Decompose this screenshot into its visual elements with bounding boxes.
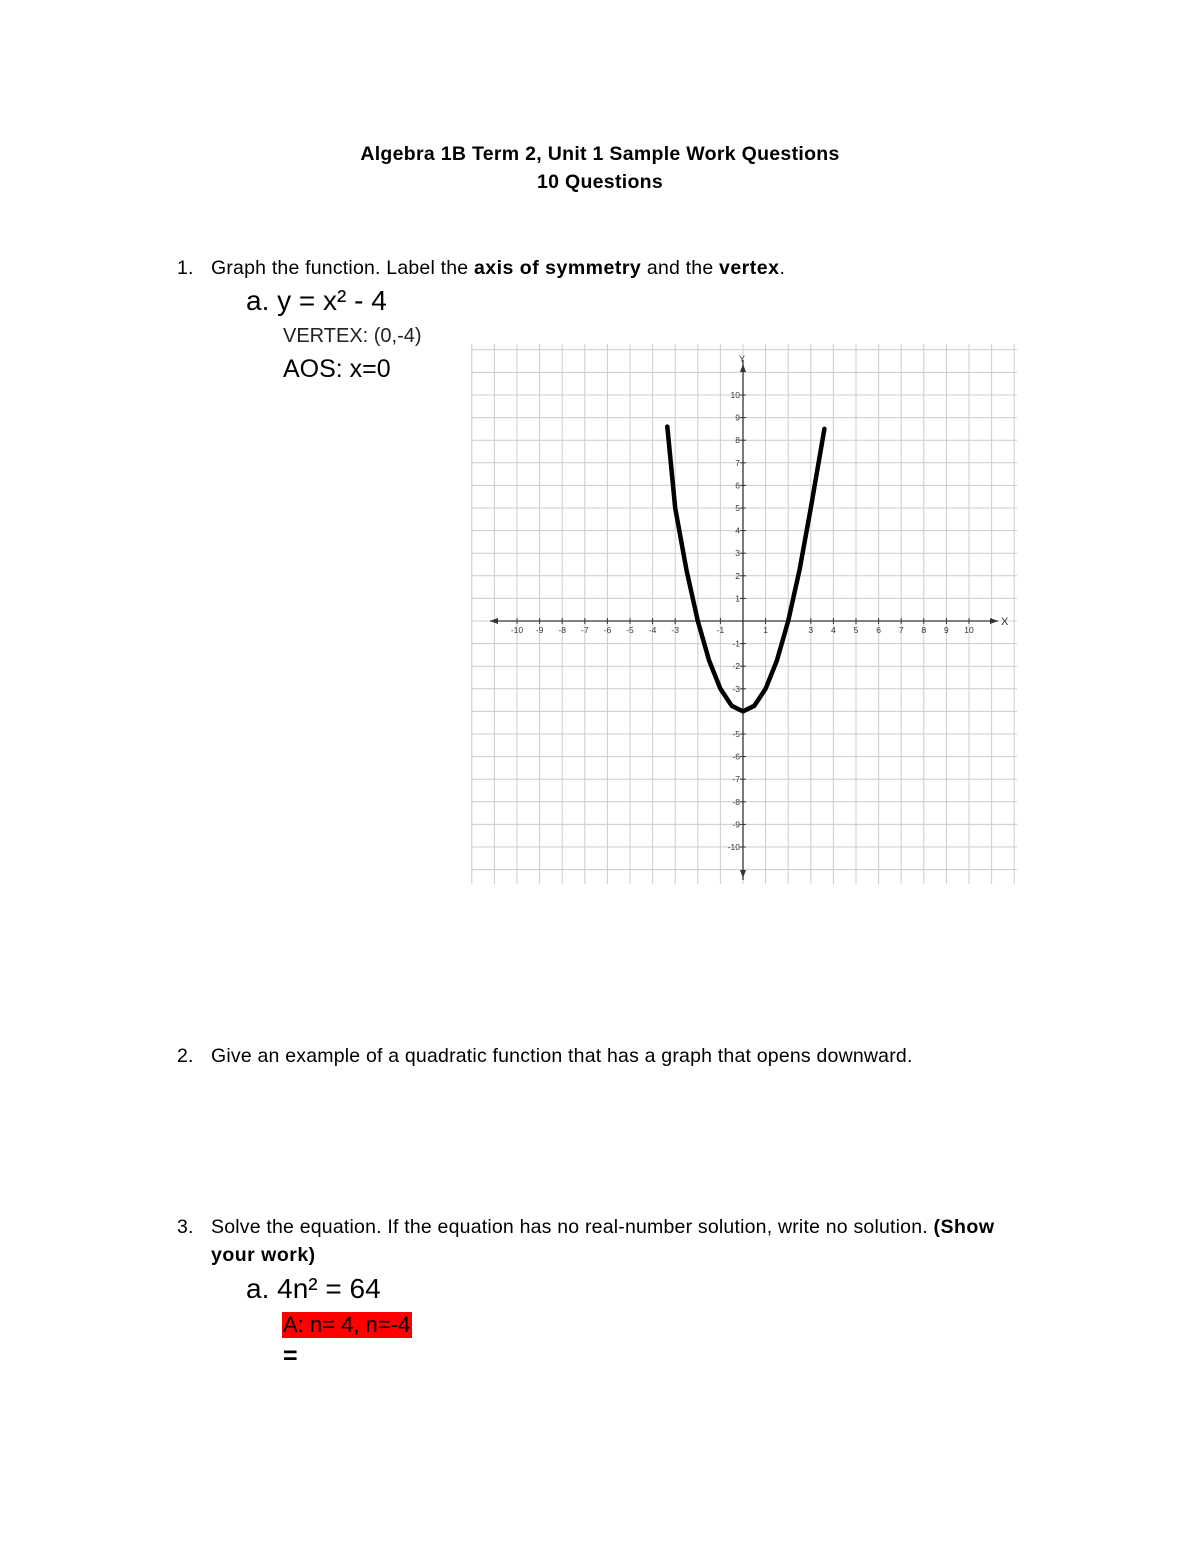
x-axis-label: X: [1001, 616, 1009, 628]
graph-tick-labels: [511, 354, 1009, 852]
q3-answer: A: n= 4, n=-4: [283, 1312, 411, 1337]
y-tick-label: 7: [735, 457, 740, 468]
q1-part-label: a.: [246, 285, 270, 316]
x-tick-label: 1: [763, 625, 768, 635]
question-1-number: 1.: [177, 257, 194, 279]
q1-text-part: .: [779, 257, 786, 279]
x-tick-label: -10: [510, 625, 524, 635]
x-tick-label: -8: [558, 625, 566, 635]
x-tick-label: 3: [808, 625, 814, 635]
q3-answer-highlight: [282, 1311, 412, 1338]
x-axis-arrow-right: [990, 618, 998, 624]
y-tick-label: -9: [732, 819, 740, 830]
y-tick-label: -3: [732, 683, 740, 694]
x-tick-label: 6: [876, 625, 881, 635]
x-tick-label: -7: [581, 625, 589, 635]
q1-axis-of-symmetry: axis of symmetry: [473, 257, 642, 279]
document-subtitle: 10 Questions: [536, 171, 664, 193]
x-tick-label: -1: [716, 625, 725, 635]
y-tick-label: -1: [732, 638, 740, 649]
y-tick-label: 5: [735, 503, 740, 513]
y-tick-label: -8: [732, 796, 740, 807]
question-2-number: 2.: [177, 1045, 194, 1067]
y-tick-label: 8: [735, 435, 740, 446]
y-tick-label: -6: [732, 751, 740, 762]
x-tick-label: 8: [921, 625, 927, 635]
x-tick-label: -4: [648, 625, 657, 635]
x-tick-label: 9: [944, 625, 949, 635]
q3-text-part: Solve the equation. If the equation has no real-number solution, write no solution.: [211, 1216, 934, 1238]
x-tick-label: -5: [626, 625, 634, 635]
q3-trailing-equals: =: [283, 1342, 298, 1370]
x-tick-label: -3: [671, 625, 679, 635]
x-tick-label: 4: [831, 625, 836, 635]
y-axis-label: Y: [739, 354, 746, 364]
graph-grid: [472, 344, 1017, 884]
y-axis-arrow-up: [740, 364, 746, 372]
y-tick-label: -7: [732, 774, 740, 785]
y-tick-label: 10: [730, 390, 740, 400]
y-tick-label: 4: [735, 525, 740, 536]
y-axis-arrow-down: [740, 870, 746, 878]
q1-aos-note: AOS: x=0: [283, 355, 391, 383]
y-tick-label: 2: [735, 570, 740, 581]
x-tick-label: 10: [964, 625, 974, 635]
y-tick-label: 3: [735, 548, 740, 559]
q3-show-work: (Show: [933, 1216, 995, 1238]
question-3-text-continued: [211, 1244, 316, 1267]
y-tick-label: -10: [727, 842, 740, 852]
question-2-text: Give an example of a quadratic function that has a graph that opens downward.: [211, 1045, 913, 1067]
x-tick-label: -9: [535, 625, 544, 635]
graph-curve: [667, 427, 824, 712]
parabola-curve: [667, 427, 824, 712]
q1-vertex-note: VERTEX: (0,-4): [283, 325, 422, 347]
y-tick-label: 1: [735, 593, 740, 604]
x-tick-label: -6: [603, 625, 612, 635]
y-tick-label: -5: [732, 729, 740, 739]
y-tick-label: 6: [735, 480, 740, 491]
document-title: Algebra 1B Term 2, Unit 1 Sample Work Questions: [360, 143, 840, 165]
q1-text-part: Graph the function. Label the: [211, 257, 474, 279]
q1-equation: y = x² - 4: [277, 285, 387, 316]
q1-part-a: [246, 285, 387, 317]
q3-show-work-continued: your work): [211, 1244, 316, 1266]
q1-vertex: vertex: [718, 257, 780, 279]
quadratic-graph: [470, 342, 1020, 887]
y-tick-label: 9: [735, 412, 740, 423]
y-tick-label: -2: [732, 661, 740, 672]
q3-part-label: a.: [246, 1273, 270, 1304]
question-3-text: [211, 1216, 995, 1239]
question-1-text: [211, 257, 785, 280]
x-tick-label: 7: [898, 625, 904, 635]
q1-text-part: and the: [641, 257, 719, 279]
q3-equation: 4n² = 64: [277, 1273, 381, 1304]
question-3-number: 3.: [177, 1216, 194, 1238]
x-tick-label: 5: [853, 625, 859, 635]
q3-part-a: [246, 1273, 381, 1305]
